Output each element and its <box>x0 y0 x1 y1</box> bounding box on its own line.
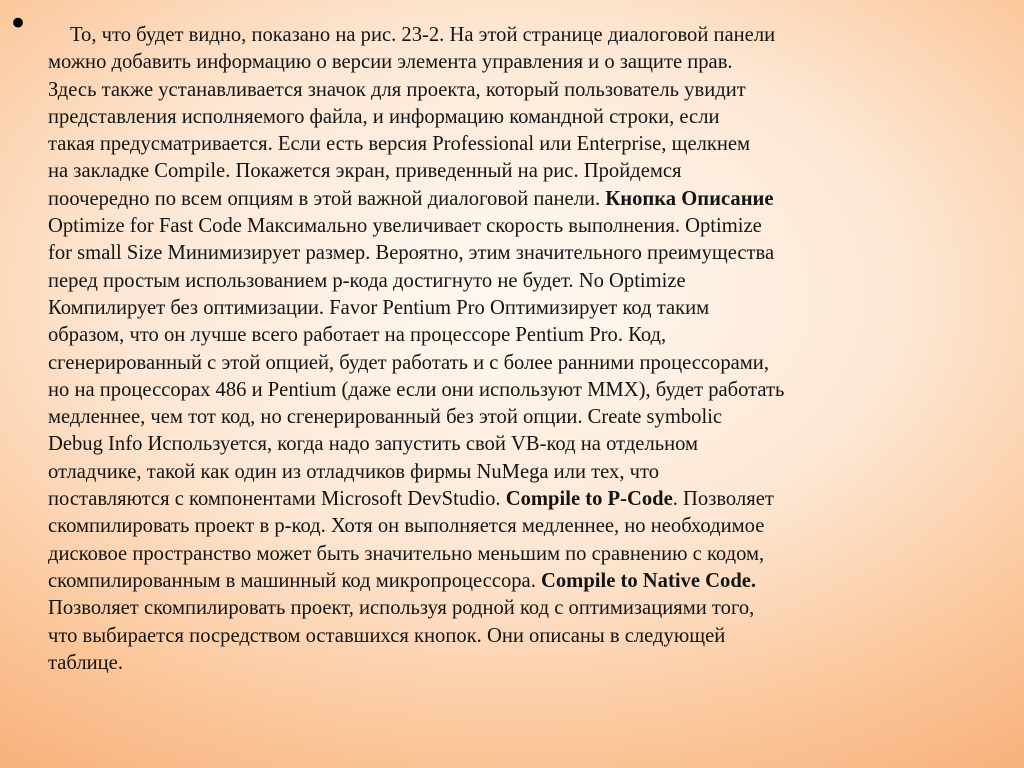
text-line <box>48 77 1018 104</box>
text-line <box>48 322 1018 349</box>
text-run: дисковое пространство может быть значительно меньшим по сравнению с кодом, <box>48 542 765 565</box>
text-line <box>48 650 1018 677</box>
text-run: поставляются с компонентами Microsoft DevStudio. <box>48 488 506 511</box>
text-line <box>48 295 1018 322</box>
text-run: Debug Info Используется, когда надо запустить свой VB-код на отдельном <box>48 433 699 456</box>
text-run: скомпилированным в машинный код микропроцессора. <box>48 569 541 592</box>
text-run: поочередно по всем опциям в этой важной диалоговой панели. <box>48 187 606 210</box>
text-run: . Позволяет <box>672 488 774 511</box>
text-line <box>48 268 1018 295</box>
text-line <box>48 486 1018 513</box>
text-line <box>48 158 1018 185</box>
text-run: Здесь также устанавливается значок для проекта, который пользователь увидит <box>48 78 746 101</box>
slide-body-text <box>48 22 1018 677</box>
text-run: таблице. <box>48 651 123 674</box>
bold-text-run: Compile to Native Code. <box>541 569 757 592</box>
text-line <box>48 213 1018 240</box>
text-run: что выбирается посредством оставшихся кнопок. Они описаны в следующей <box>48 624 726 647</box>
text-run: но на процессорах 486 и Pentium (даже если они используют MMX), будет работать <box>48 378 785 401</box>
text-line <box>48 568 1018 595</box>
text-run: То, что будет видно, показано на рис. 23-2. На этой странице диалоговой панели <box>70 24 776 46</box>
text-line <box>48 240 1018 267</box>
text-line <box>48 595 1018 622</box>
text-line <box>48 377 1018 404</box>
text-run: можно добавить информацию о версии элемента управления и о защите прав. <box>48 51 733 74</box>
text-run: образом, что он лучше всего работает на процессоре Pentium Pro. Код, <box>48 324 667 347</box>
text-run: скомпилировать проект в р-код. Хотя он выполняется медленнее, но необходимое <box>48 515 765 538</box>
text-run: Optimize for Fast Code Максимально увеличивает скорость выполнения. Optimize <box>48 215 762 238</box>
text-run: Позволяет скомпилировать проект, используя родной код с оптимизациями того, <box>48 597 755 620</box>
text-run: Компилирует без оптимизации. Favor Pentium Pro Оптимизирует код таким <box>48 296 710 319</box>
text-line <box>48 131 1018 158</box>
text-run: такая предусматривается. Если есть версия Professional или Enterprise, щелкнем <box>48 133 751 156</box>
text-run: перед простым использованием р-кода достигнуто не будет. No Optimize <box>48 269 686 292</box>
text-line <box>48 513 1018 540</box>
text-line <box>48 186 1018 213</box>
text-run: на закладке Compile. Покажется экран, приведенный на рис. Пройдемся <box>48 160 682 183</box>
text-run: отладчике, такой как один из отладчиков фирмы NuMega или тех, что <box>48 460 659 483</box>
text-line <box>48 104 1018 131</box>
bold-text-run: Compile to P-Code <box>505 488 673 511</box>
bullet-icon: • <box>8 4 29 44</box>
text-line <box>48 623 1018 650</box>
text-line <box>48 431 1018 458</box>
text-run: медленнее, чем тот код, но сгенерированный без этой опции. Create symbolic <box>48 406 723 429</box>
text-run: for small Size Минимизирует размер. Вероятно, этим значительного преимущества <box>48 242 775 265</box>
text-line <box>48 350 1018 377</box>
text-line <box>48 541 1018 568</box>
text-run: представления исполняемого файла, и информацию командной строки, если <box>48 105 720 128</box>
text-run: сгенерированный с этой опцией, будет работать и с более ранними процессорами, <box>48 351 769 374</box>
text-line <box>48 404 1018 431</box>
text-line <box>48 459 1018 486</box>
bold-text-run: Кнопка Описание <box>605 187 774 210</box>
text-line <box>48 22 1018 49</box>
text-line <box>48 49 1018 76</box>
